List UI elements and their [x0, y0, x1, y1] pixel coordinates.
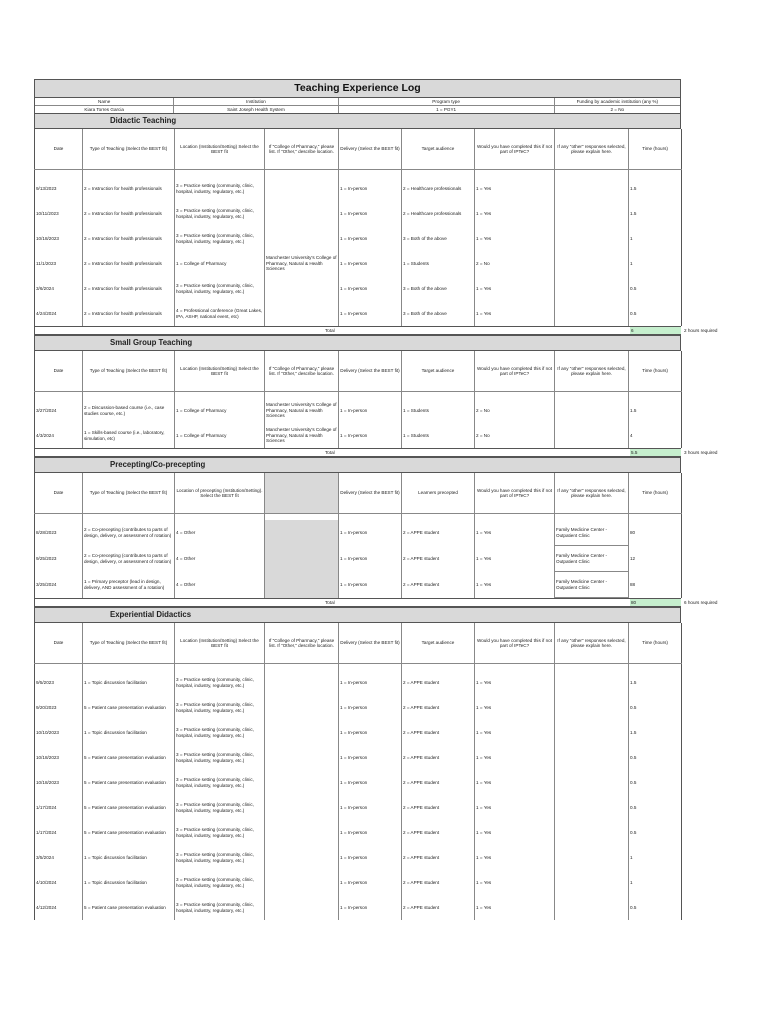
hours-required: 3 hours required: [684, 450, 718, 455]
cell-time[interactable]: 12: [629, 546, 682, 572]
col-header-location: Location (Institution/Setting) Select the BEST fit: [175, 351, 265, 392]
hours-required: 2 hours required: [684, 328, 718, 333]
meta-institution-label: Institution: [174, 98, 337, 106]
cell-location[interactable]: 4 = Other: [175, 572, 265, 598]
experiential-table: [34, 623, 682, 920]
cell-other[interactable]: [555, 276, 629, 301]
col-header-type: Type of Teaching (Select the BEST fit): [83, 473, 175, 514]
cell-audience[interactable]: 3 = Both of the above: [402, 276, 475, 301]
cell-other[interactable]: [555, 845, 629, 870]
cell-would[interactable]: 1 = Yes: [475, 720, 555, 745]
cell-date[interactable]: 3/27/2024: [35, 398, 83, 423]
cell-time[interactable]: 1.5: [629, 176, 682, 201]
cell-college[interactable]: [265, 176, 339, 201]
cell-delivery[interactable]: 1 = In-person: [339, 845, 402, 870]
cell-location[interactable]: 3 = Practice setting (community, clinic, hospital, industry, regulatory, etc.): [175, 226, 265, 251]
cell-college[interactable]: [265, 820, 339, 845]
cell-audience[interactable]: 2 = Healthcare professionals: [402, 176, 475, 201]
table-row: [35, 276, 682, 301]
cell-audience[interactable]: 1 = Students: [402, 398, 475, 423]
cell-audience[interactable]: 2 = APPE student: [402, 870, 475, 895]
cell-delivery[interactable]: 1 = In-person: [339, 770, 402, 795]
cell-audience[interactable]: 2 = APPE student: [402, 695, 475, 720]
small_group-table: [34, 351, 682, 448]
cell-delivery[interactable]: 1 = In-person: [339, 745, 402, 770]
cell-time[interactable]: 1: [629, 251, 682, 276]
cell-audience[interactable]: 2 = APPE student: [402, 745, 475, 770]
cell-other[interactable]: Family Medicine Center - Outpatient Clinic: [555, 520, 629, 546]
col-header-date: Date: [35, 129, 83, 170]
cell-college[interactable]: [265, 895, 339, 920]
col-header-type: Type of Teaching (Select the BEST fit): [83, 623, 175, 664]
table-row: [35, 520, 682, 546]
cell-college[interactable]: Manchester University's College of Pharmacy, Natural & Health Sciences: [265, 251, 339, 276]
cell-location[interactable]: 3 = Practice setting (community, clinic, hospital, industry, regulatory, etc.): [175, 820, 265, 845]
cell-date[interactable]: 10/18/2023: [35, 770, 83, 795]
cell-delivery[interactable]: 1 = In-person: [339, 423, 402, 448]
cell-other[interactable]: [555, 870, 629, 895]
cell-delivery[interactable]: 1 = In-person: [339, 670, 402, 695]
col-header-college: If "College of Pharmacy," please list. If "Other," describe location.: [265, 623, 339, 664]
cell-date[interactable]: 3/25/2024: [35, 572, 83, 598]
cell-would[interactable]: 2 = No: [475, 251, 555, 276]
cell-time[interactable]: 1.5: [629, 720, 682, 745]
cell-audience[interactable]: 3 = Both of the above: [402, 301, 475, 326]
cell-date[interactable]: 1/17/2024: [35, 795, 83, 820]
meta-name-value: Kiara Torres Garcia: [84, 107, 124, 112]
cell-time[interactable]: 1.5: [629, 398, 682, 423]
cell-location[interactable]: 1 = College of Pharmacy: [175, 398, 265, 423]
cell-time[interactable]: 1: [629, 870, 682, 895]
cell-audience[interactable]: 2 = APPE student: [402, 520, 475, 546]
cell-other[interactable]: Family Medicine Center - Outpatient Clinic: [555, 546, 629, 572]
cell-would[interactable]: 1 = Yes: [475, 276, 555, 301]
col-header-precept_location: Location of precepting (Institution/Setting). Select the BEST fit: [175, 473, 265, 514]
meta-name: [35, 98, 174, 113]
col-header-would: Would you have completed this if not part of IPTeC?: [475, 623, 555, 664]
table-row: [35, 895, 682, 920]
cell-date[interactable]: 4/12/2024: [35, 895, 83, 920]
cell-college[interactable]: Manchester University's College of Pharmacy, Natural & Health Sciences: [265, 398, 339, 423]
cell-college[interactable]: [265, 695, 339, 720]
cell-would[interactable]: 1 = Yes: [475, 176, 555, 201]
col-header-time: Time (hours): [629, 351, 682, 392]
cell-delivery[interactable]: 1 = In-person: [339, 795, 402, 820]
cell-audience[interactable]: 2 = APPE student: [402, 546, 475, 572]
total-value: 6: [630, 327, 681, 334]
table-row: [35, 176, 682, 201]
cell-date[interactable]: 1/17/2024: [35, 820, 83, 845]
section-title: Didactic Teaching: [110, 116, 177, 125]
cell-audience[interactable]: 1 = Students: [402, 423, 475, 448]
cell-date[interactable]: 3/6/2024: [35, 276, 83, 301]
meta-funding-value: 2 = No: [610, 107, 625, 112]
cell-date[interactable]: 10/18/2023: [35, 226, 83, 251]
cell-date[interactable]: 4/3/2024: [35, 423, 83, 448]
col-header-delivery: Delivery (Select the BEST fit): [339, 351, 402, 392]
col-header-time: Time (hours): [629, 129, 682, 170]
cell-date[interactable]: 10/18/2023: [35, 745, 83, 770]
cell-date[interactable]: 3/5/2024: [35, 845, 83, 870]
col-header-delivery: Delivery (Select the BEST fit): [339, 473, 402, 514]
cell-other[interactable]: Family Medicine Center - Outpatient Clinic: [555, 572, 629, 598]
total-row: [34, 326, 718, 335]
cell-would[interactable]: 1 = Yes: [475, 201, 555, 226]
col-header-date: Date: [35, 623, 83, 664]
cell-audience[interactable]: 2 = APPE student: [402, 895, 475, 920]
col-header-other: If any "other" responses selected, please explain here.: [555, 473, 629, 514]
cell-college[interactable]: [265, 720, 339, 745]
meta-program: [339, 98, 555, 113]
cell-delivery[interactable]: 1 = In-person: [339, 546, 402, 572]
table-row: [35, 251, 682, 276]
cell-location[interactable]: 1 = College of Pharmacy: [175, 423, 265, 448]
col-header-other: If any "other" responses selected, please explain here.: [555, 129, 629, 170]
cell-delivery[interactable]: 1 = In-person: [339, 870, 402, 895]
cell-time[interactable]: 1.5: [629, 201, 682, 226]
cell-date[interactable]: 4/10/2024: [35, 870, 83, 895]
meta-institution: [174, 98, 338, 113]
cell-other[interactable]: [555, 720, 629, 745]
cell-type[interactable]: 5 = Patient case presentation evaluation: [83, 770, 175, 795]
col-header-learners: Learners precepted: [402, 473, 475, 514]
blank-cell: [265, 546, 339, 572]
cell-audience[interactable]: 2 = APPE student: [402, 720, 475, 745]
col-header-time: Time (hours): [629, 473, 682, 514]
cell-college[interactable]: [265, 301, 339, 326]
cell-type[interactable]: 2 = Discussion-based course (i.e., case studies course, etc.): [83, 398, 175, 423]
cell-time[interactable]: 0.5: [629, 276, 682, 301]
sheet-title: Teaching Experience Log: [34, 79, 681, 98]
cell-location[interactable]: 3 = Practice setting (community, clinic, hospital, industry, regulatory, etc.): [175, 670, 265, 695]
total-row: [34, 448, 718, 457]
col-header-other: If any "other" responses selected, please explain here.: [555, 351, 629, 392]
section-header: [34, 607, 681, 623]
col-header-date: Date: [35, 351, 83, 392]
cell-time[interactable]: 0.5: [629, 820, 682, 845]
cell-college[interactable]: [265, 870, 339, 895]
cell-delivery[interactable]: 1 = In-person: [339, 176, 402, 201]
table-row: [35, 201, 682, 226]
cell-delivery[interactable]: 1 = In-person: [339, 520, 402, 546]
cell-date[interactable]: 10/11/2023: [35, 201, 83, 226]
cell-date[interactable]: 9/25/2023: [35, 546, 83, 572]
cell-audience[interactable]: 2 = Healthcare professionals: [402, 201, 475, 226]
cell-location[interactable]: 3 = Practice setting (community, clinic, hospital, industry, regulatory, etc.): [175, 770, 265, 795]
col-header-date: Date: [35, 473, 83, 514]
blank-header-cell: [265, 473, 339, 514]
cell-audience[interactable]: 2 = APPE student: [402, 770, 475, 795]
cell-type[interactable]: 2 = Instruction for health professionals: [83, 276, 175, 301]
cell-type[interactable]: 2 = Instruction for health professionals: [83, 201, 175, 226]
cell-other[interactable]: [555, 745, 629, 770]
cell-time[interactable]: 0.5: [629, 895, 682, 920]
cell-college[interactable]: Manchester University's College of Pharmacy, Natural & Health Sciences: [265, 423, 339, 448]
cell-time[interactable]: 0.5: [629, 745, 682, 770]
cell-would[interactable]: 1 = Yes: [475, 670, 555, 695]
cell-date[interactable]: 9/5/2023: [35, 670, 83, 695]
cell-date[interactable]: 11/1/2023: [35, 251, 83, 276]
col-header-delivery: Delivery (Select the BEST fit): [339, 623, 402, 664]
cell-type[interactable]: 2 = Co-precepting (contributes to parts of design, delivery, or assessment of rotation): [83, 546, 175, 572]
cell-type[interactable]: 5 = Patient case presentation evaluation: [83, 695, 175, 720]
section-title: Experiential Didactics: [110, 610, 192, 619]
cell-college[interactable]: [265, 276, 339, 301]
table-row: [35, 670, 682, 695]
cell-type[interactable]: 2 = Instruction for health professionals: [83, 176, 175, 201]
meta-program-label: Program type: [339, 98, 554, 106]
cell-college[interactable]: [265, 201, 339, 226]
cell-type[interactable]: 5 = Patient case presentation evaluation: [83, 795, 175, 820]
cell-time[interactable]: 1: [629, 226, 682, 251]
total-label: Total: [325, 600, 335, 605]
cell-time[interactable]: 0.5: [629, 301, 682, 326]
cell-location[interactable]: 3 = Practice setting (community, clinic, hospital, industry, regulatory, etc.): [175, 720, 265, 745]
cell-location[interactable]: 3 = Practice setting (community, clinic, hospital, industry, regulatory, etc.): [175, 870, 265, 895]
cell-delivery[interactable]: 1 = In-person: [339, 398, 402, 423]
cell-other[interactable]: [555, 226, 629, 251]
cell-college[interactable]: [265, 795, 339, 820]
cell-location[interactable]: 3 = Practice setting (community, clinic, hospital, industry, regulatory, etc.): [175, 695, 265, 720]
cell-time[interactable]: 1: [629, 845, 682, 870]
cell-location[interactable]: 3 = Practice setting (community, clinic, hospital, industry, regulatory, etc.): [175, 845, 265, 870]
cell-audience[interactable]: 2 = APPE student: [402, 572, 475, 598]
cell-delivery[interactable]: 1 = In-person: [339, 251, 402, 276]
cell-would[interactable]: 1 = Yes: [475, 845, 555, 870]
cell-time[interactable]: 0.5: [629, 695, 682, 720]
cell-delivery[interactable]: 1 = In-person: [339, 276, 402, 301]
cell-type[interactable]: 5 = Patient case presentation evaluation: [83, 895, 175, 920]
cell-audience[interactable]: 2 = APPE student: [402, 820, 475, 845]
cell-other[interactable]: [555, 176, 629, 201]
col-header-time: Time (hours): [629, 623, 682, 664]
cell-would[interactable]: 2 = No: [475, 423, 555, 448]
cell-other[interactable]: [555, 201, 629, 226]
total-value: 80: [630, 599, 681, 606]
cell-delivery[interactable]: 1 = In-person: [339, 695, 402, 720]
section-title: Small Group Teaching: [110, 338, 193, 347]
meta-funding-label: Funding by academic institution (any %): [555, 98, 680, 106]
cell-delivery[interactable]: 1 = In-person: [339, 226, 402, 251]
col-header-audience: Target audience: [402, 351, 475, 392]
blank-cell: [265, 572, 339, 598]
hours-required: 6 hours required: [684, 600, 718, 605]
cell-would[interactable]: 1 = Yes: [475, 770, 555, 795]
cell-type[interactable]: 1 = Topic discussion facilitation: [83, 870, 175, 895]
cell-delivery[interactable]: 1 = In-person: [339, 895, 402, 920]
cell-would[interactable]: 1 = Yes: [475, 520, 555, 546]
section-header: [34, 457, 681, 473]
cell-location[interactable]: 1 = College of Pharmacy: [175, 251, 265, 276]
cell-audience[interactable]: 1 = Students: [402, 251, 475, 276]
col-header-would: Would you have completed this if not part of IPTeC?: [475, 351, 555, 392]
cell-delivery[interactable]: 1 = In-person: [339, 301, 402, 326]
cell-would[interactable]: 1 = Yes: [475, 695, 555, 720]
cell-would[interactable]: 1 = Yes: [475, 795, 555, 820]
table-row: [35, 795, 682, 820]
table-row: [35, 423, 682, 448]
col-header-location: Location (Institution/Setting) Select the BEST fit: [175, 129, 265, 170]
cell-would[interactable]: 2 = No: [475, 398, 555, 423]
meta-funding: [555, 98, 680, 113]
section-header: [34, 113, 681, 129]
cell-would[interactable]: 1 = Yes: [475, 870, 555, 895]
table-row: [35, 820, 682, 845]
table-row: [35, 870, 682, 895]
cell-audience[interactable]: 3 = Both of the above: [402, 226, 475, 251]
cell-location[interactable]: 3 = Practice setting (community, clinic, hospital, industry, regulatory, etc.): [175, 176, 265, 201]
didactic-table: [34, 129, 682, 326]
total-value: 5.5: [630, 449, 681, 456]
section-title: Precepting/Co-precepting: [110, 460, 206, 469]
table-row: [35, 745, 682, 770]
meta-institution-value: Saint Joseph Health System: [227, 107, 285, 112]
cell-other[interactable]: [555, 820, 629, 845]
cell-audience[interactable]: 2 = APPE student: [402, 670, 475, 695]
cell-type[interactable]: 2 = Instruction for health professionals: [83, 301, 175, 326]
cell-college[interactable]: [265, 845, 339, 870]
cell-other[interactable]: [555, 695, 629, 720]
cell-college[interactable]: [265, 226, 339, 251]
cell-date[interactable]: 9/13/2023: [35, 176, 83, 201]
cell-would[interactable]: 1 = Yes: [475, 226, 555, 251]
col-header-audience: Target audience: [402, 623, 475, 664]
cell-location[interactable]: 4 = Professional conference (Great Lakes, IPA, ASHP, national event, etc): [175, 301, 265, 326]
table-row: [35, 301, 682, 326]
cell-audience[interactable]: 2 = APPE student: [402, 845, 475, 870]
teaching-log-sheet: [34, 79, 718, 920]
col-header-other: If any "other" responses selected, please explain here.: [555, 623, 629, 664]
col-header-type: Type of Teaching (Select the BEST fit): [83, 129, 175, 170]
cell-would[interactable]: 1 = Yes: [475, 301, 555, 326]
cell-location[interactable]: 3 = Practice setting (community, clinic, hospital, industry, regulatory, etc.): [175, 276, 265, 301]
cell-other[interactable]: [555, 670, 629, 695]
table-row: [35, 546, 682, 572]
cell-time[interactable]: 0.5: [629, 795, 682, 820]
cell-type[interactable]: 5 = Patient case presentation evaluation: [83, 820, 175, 845]
cell-would[interactable]: 1 = Yes: [475, 745, 555, 770]
cell-type[interactable]: 1 = Topic discussion facilitation: [83, 845, 175, 870]
cell-time[interactable]: 88: [629, 572, 682, 598]
col-header-audience: Target audience: [402, 129, 475, 170]
section-header: [34, 335, 681, 351]
cell-time[interactable]: 4: [629, 423, 682, 448]
cell-other[interactable]: [555, 423, 629, 448]
cell-audience[interactable]: 2 = APPE student: [402, 795, 475, 820]
cell-time[interactable]: 80: [629, 520, 682, 546]
table-row: [35, 398, 682, 423]
cell-delivery[interactable]: 1 = In-person: [339, 820, 402, 845]
cell-date[interactable]: 10/10/2023: [35, 720, 83, 745]
cell-time[interactable]: 1.5: [629, 670, 682, 695]
table-row: [35, 695, 682, 720]
cell-delivery[interactable]: 1 = In-person: [339, 201, 402, 226]
table-row: [35, 845, 682, 870]
total-label: Total: [325, 328, 335, 333]
cell-location[interactable]: 3 = Practice setting (community, clinic, hospital, industry, regulatory, etc.): [175, 795, 265, 820]
col-header-college: If "College of Pharmacy," please list. If "Other," describe location.: [265, 129, 339, 170]
table-row: [35, 572, 682, 598]
cell-date[interactable]: 8/28/2023: [35, 520, 83, 546]
cell-college[interactable]: [265, 670, 339, 695]
cell-delivery[interactable]: 1 = In-person: [339, 572, 402, 598]
col-header-would: Would you have completed this if not part of IPTeC?: [475, 129, 555, 170]
cell-location[interactable]: 4 = Other: [175, 520, 265, 546]
cell-location[interactable]: 4 = Other: [175, 546, 265, 572]
cell-would[interactable]: 1 = Yes: [475, 546, 555, 572]
cell-location[interactable]: 3 = Practice setting (community, clinic, hospital, industry, regulatory, etc.): [175, 895, 265, 920]
cell-type[interactable]: 5 = Patient case presentation evaluation: [83, 745, 175, 770]
col-header-would: Would you have completed this if not part of IPTeC?: [475, 473, 555, 514]
total-label: Total: [325, 450, 335, 455]
cell-date[interactable]: 9/20/2023: [35, 695, 83, 720]
cell-other[interactable]: [555, 301, 629, 326]
cell-location[interactable]: 3 = Practice setting (community, clinic, hospital, industry, regulatory, etc.): [175, 201, 265, 226]
cell-other[interactable]: [555, 895, 629, 920]
col-header-type: Type of Teaching (Select the BEST fit): [83, 351, 175, 392]
col-header-delivery: Delivery (Select the BEST fit): [339, 129, 402, 170]
table-row: [35, 770, 682, 795]
cell-college[interactable]: [265, 745, 339, 770]
cell-time[interactable]: 0.5: [629, 770, 682, 795]
table-row: [35, 720, 682, 745]
cell-type[interactable]: 2 = Co-precepting (contributes to parts of design, delivery, or assessment of rotation): [83, 520, 175, 546]
cell-type[interactable]: 2 = Instruction for health professionals: [83, 226, 175, 251]
cell-college[interactable]: [265, 770, 339, 795]
precepting-table: [34, 473, 682, 598]
cell-type[interactable]: 1 = Skills-based course (i.e., laboratory, simulation, etc): [83, 423, 175, 448]
table-row: [35, 226, 682, 251]
cell-date[interactable]: 4/24/2024: [35, 301, 83, 326]
meta-program-value: 1 = PGY1: [436, 107, 457, 112]
cell-type[interactable]: 1 = Topic discussion facilitation: [83, 720, 175, 745]
cell-would[interactable]: 1 = Yes: [475, 572, 555, 598]
cell-other[interactable]: [555, 251, 629, 276]
cell-type[interactable]: 1 = Topic discussion facilitation: [83, 670, 175, 695]
cell-location[interactable]: 3 = Practice setting (community, clinic, hospital, industry, regulatory, etc.): [175, 745, 265, 770]
cell-other[interactable]: [555, 398, 629, 423]
cell-other[interactable]: [555, 795, 629, 820]
meta-block: [34, 98, 681, 113]
cell-type[interactable]: 1 = Primary preceptor (lead in design, delivery, AND assessment of a rotation): [83, 572, 175, 598]
blank-cell: [265, 520, 339, 546]
cell-would[interactable]: 1 = Yes: [475, 895, 555, 920]
col-header-college: If "College of Pharmacy," please list. If "Other," describe location.: [265, 351, 339, 392]
col-header-location: Location (Institution/Setting) Select the BEST fit: [175, 623, 265, 664]
cell-type[interactable]: 2 = Instruction for health professionals: [83, 251, 175, 276]
meta-name-label: Name: [35, 98, 173, 106]
cell-other[interactable]: [555, 770, 629, 795]
cell-would[interactable]: 1 = Yes: [475, 820, 555, 845]
cell-delivery[interactable]: 1 = In-person: [339, 720, 402, 745]
total-row: [34, 598, 718, 607]
